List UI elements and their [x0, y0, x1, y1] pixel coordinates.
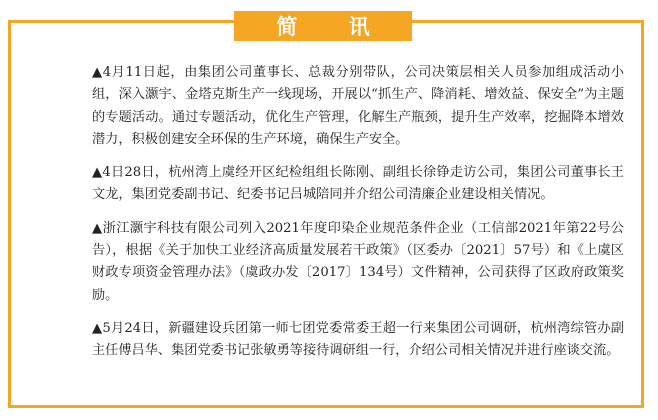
news-item-1: ▲4月11日起，由集团公司董事长、总裁分别带队，公司决策层相关人员参加组成活动小组，深入灏宇、金塔克斯生产一线现场，开展以“抓生产、降消耗、增效益、保安全”为主题的专题活动。通过专题活动，优化生产管理，化解生产瓶颈，提升生产效率，挖掘降本增效潜力，积极创建安全环保的生产环境，确保生产安全。: [92, 65, 624, 147]
page-title: 简 讯: [276, 15, 392, 39]
news-item-2: ▲4日28日，杭州湾上虞经开区纪检组组长陈刚、副组长徐铮走访公司，集团公司董事长王文龙，集团党委副书记、纪委书记吕城陪同并介绍公司清廉企业建设相关情况。: [92, 165, 624, 203]
news-item-4: ▲5月24日，新疆建设兵团第一师七团党委常委王超一行来集团公司调研，杭州湾综管办副主任傅吕华、集团党委书记张敏勇等接待调研组一行，介绍公司相关情况并进行座谈交流。: [92, 320, 624, 359]
news-item-3: ▲浙江灏宇科技有限公司列入2021年度印染企业规范条件企业（工信部2021年第22号公告），根据《关于加快工业经济高质量发展若干政策》（区委办〔2021〕57号）和《上虞区财政专项资金管理办法》（虞政办发〔2017〕134号）文件精神，公司获得了区政府政策奖励。: [92, 220, 624, 303]
news-content: [92, 62, 624, 374]
title-banner: [234, 11, 412, 41]
